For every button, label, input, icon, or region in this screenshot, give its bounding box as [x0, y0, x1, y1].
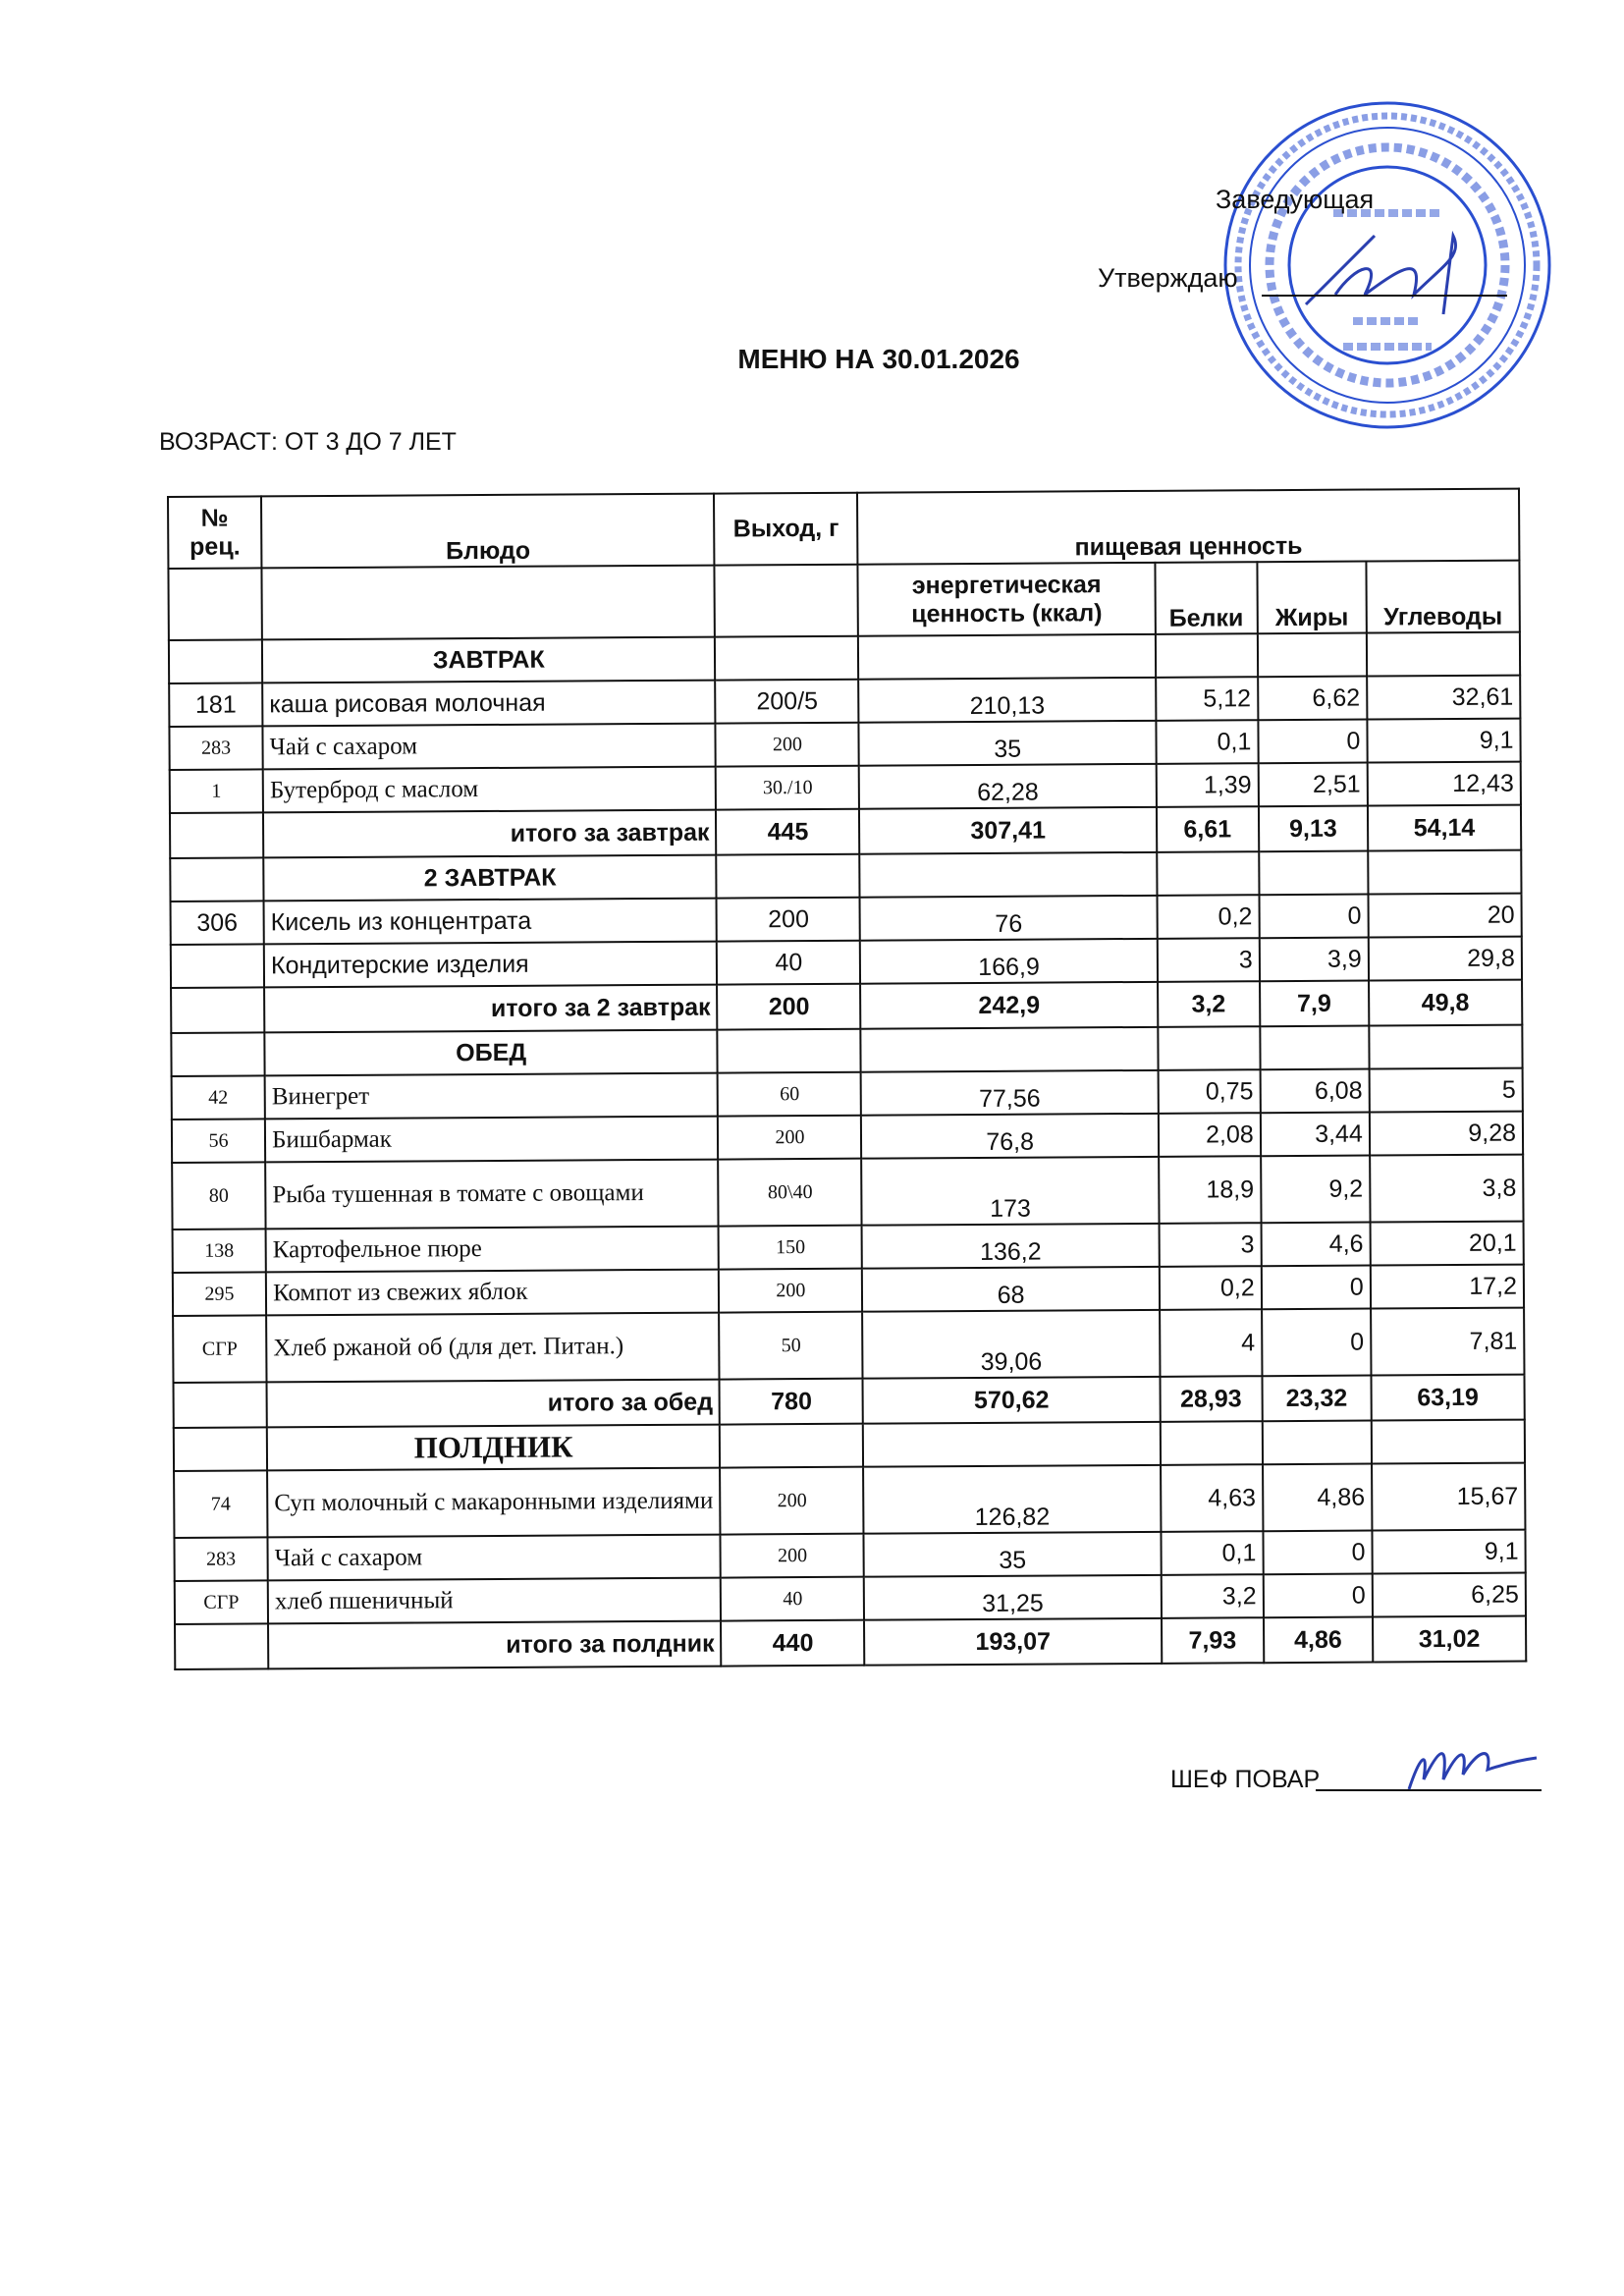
dish-kcal: 76,8: [861, 1114, 1158, 1159]
dish-kcal: 126,82: [864, 1465, 1162, 1534]
total-carbs: 63,19: [1371, 1375, 1524, 1421]
cell-empty: [171, 987, 264, 1033]
total-output: 780: [720, 1379, 863, 1425]
page-title: МЕНЮ НА 30.01.2026: [737, 344, 1020, 374]
cell-empty: [720, 1424, 863, 1468]
approve-signature-line: [1262, 295, 1507, 297]
dish-name: Бутерброд с маслом: [263, 767, 717, 813]
dish-fat: 9,2: [1261, 1156, 1370, 1224]
header-nutrition: пищевая ценность: [857, 489, 1519, 565]
header-protein: Белки: [1155, 562, 1258, 634]
dish-kcal: 173: [862, 1157, 1160, 1226]
total-output: 445: [716, 809, 859, 855]
dish-output: 200: [720, 1467, 864, 1535]
dish-fat: 0: [1263, 1531, 1372, 1575]
age-label: ВОЗРАСТ: ОТ 3 ДО 7 ЛЕТ: [159, 428, 457, 456]
dish-name: Хлеб ржаной об (для дет. Питан.): [266, 1313, 720, 1383]
total-fat: 9,13: [1259, 806, 1368, 852]
cell-empty: [1369, 1025, 1522, 1069]
dish-output: 200: [716, 723, 859, 767]
cell-empty: [1258, 633, 1367, 678]
cell-empty: [171, 1032, 264, 1076]
dish-carbs: 29,8: [1369, 937, 1522, 981]
dish-kcal: 136,2: [862, 1224, 1159, 1269]
dish-kcal: 166,9: [860, 939, 1157, 984]
dish-carbs: 9,28: [1370, 1112, 1523, 1156]
cell-empty: [1160, 1421, 1262, 1465]
recipe-number: 56: [172, 1119, 265, 1163]
total-protein: 6,61: [1157, 806, 1259, 852]
recipe-number: 42: [172, 1075, 265, 1120]
total-label: итого за полдник: [268, 1621, 722, 1669]
cell-empty: [858, 634, 1155, 680]
section-title: ПОЛДНИК: [267, 1425, 721, 1471]
recipe-number: [171, 944, 264, 988]
dish-kcal: 62,28: [859, 764, 1156, 809]
dish-output: 200/5: [716, 680, 859, 724]
dish-protein: 18,9: [1159, 1156, 1261, 1224]
cell-empty: [863, 1422, 1160, 1467]
dish-protein: 4: [1160, 1309, 1262, 1377]
dish-output: 30./10: [716, 766, 859, 810]
dish-kcal: 31,25: [864, 1575, 1161, 1620]
dish-fat: 0: [1259, 895, 1368, 939]
cell-empty: [1260, 1026, 1369, 1070]
cell-empty: [1372, 1420, 1525, 1464]
cell-empty: [1263, 1421, 1372, 1465]
header-dish: Блюдо: [261, 494, 715, 569]
cell-empty: [1259, 851, 1368, 896]
dish-fat: 0: [1262, 1309, 1371, 1377]
cell-empty: [718, 1029, 861, 1073]
dish-name: Картофельное пюре: [266, 1227, 720, 1273]
total-label: итого за 2 завтрак: [264, 985, 718, 1033]
dish-output: 40: [717, 941, 860, 985]
header-empty: [262, 566, 716, 640]
dish-name: Чай с сахаром: [268, 1535, 722, 1581]
dish-fat: 2,51: [1258, 763, 1367, 807]
table-row: [174, 1463, 1525, 1538]
cell-empty: [1157, 851, 1259, 896]
dish-name: каша рисовая молочная: [262, 681, 716, 727]
dish-name: Суп молочный с макаронными изделиями: [267, 1468, 721, 1538]
dish-carbs: 9,1: [1372, 1530, 1525, 1574]
cell-empty: [860, 852, 1157, 898]
recipe-number: СГР: [173, 1315, 266, 1383]
total-kcal: 307,41: [859, 807, 1156, 854]
dish-output: 80\40: [719, 1159, 863, 1227]
dish-output: 200: [718, 1116, 861, 1160]
dish-carbs: 12,43: [1368, 762, 1521, 806]
cell-empty: [861, 1027, 1158, 1072]
dish-carbs: 3,8: [1370, 1155, 1524, 1223]
dish-kcal: 35: [864, 1532, 1161, 1577]
table-row: [172, 1155, 1523, 1230]
cell-empty: [1368, 850, 1521, 895]
total-row: [174, 1375, 1525, 1428]
dish-protein: 3: [1159, 1223, 1261, 1267]
cell-empty: [174, 1382, 267, 1428]
director-signature: [1296, 226, 1483, 324]
recipe-number: 1: [170, 769, 263, 813]
dish-name: Кондитерские изделия: [264, 942, 718, 988]
total-label: итого за обед: [267, 1380, 721, 1428]
dish-name: Винегрет: [265, 1073, 719, 1120]
dish-carbs: 20: [1368, 894, 1521, 938]
head-title: Заведующая: [1216, 185, 1375, 214]
cell-empty: [170, 812, 263, 858]
cell-empty: [174, 1427, 267, 1471]
header-fat: Жиры: [1257, 562, 1367, 634]
dish-carbs: 17,2: [1371, 1265, 1524, 1309]
dish-kcal: 39,06: [863, 1310, 1161, 1379]
total-output: 200: [717, 984, 860, 1030]
header-empty: [168, 568, 262, 640]
total-protein: 28,93: [1160, 1376, 1262, 1422]
total-protein: 7,93: [1162, 1617, 1264, 1664]
cell-empty: [717, 854, 860, 899]
dish-protein: 0,75: [1158, 1069, 1260, 1114]
dish-name: хлеб пшеничный: [268, 1578, 722, 1624]
dish-fat: 0: [1263, 1574, 1372, 1618]
dish-protein: 5,12: [1156, 677, 1258, 721]
header-carbs: Углеводы: [1366, 561, 1520, 633]
menu-table: [167, 488, 1527, 1670]
dish-fat: 0: [1258, 720, 1367, 764]
table-row: [173, 1308, 1524, 1383]
dish-fat: 4,6: [1261, 1223, 1370, 1267]
cell-empty: [175, 1623, 268, 1669]
dish-carbs: 20,1: [1370, 1222, 1523, 1266]
dish-output: 200: [717, 898, 860, 942]
dish-kcal: 35: [859, 721, 1156, 766]
total-protein: 3,2: [1158, 981, 1260, 1027]
dish-carbs: 5: [1369, 1068, 1522, 1113]
header-empty: [715, 565, 859, 637]
dish-output: 40: [721, 1577, 864, 1621]
header-output: Выход, г: [714, 493, 858, 566]
recipe-number: 181: [169, 683, 262, 727]
dish-output: 200: [719, 1269, 862, 1313]
chef-label: ШЕФ ПОВАР: [1170, 1766, 1321, 1793]
dish-fat: 3,44: [1261, 1113, 1370, 1157]
recipe-number: 138: [173, 1229, 266, 1273]
total-fat: 23,32: [1262, 1376, 1371, 1422]
recipe-number: СГР: [175, 1580, 268, 1624]
dish-carbs: 6,25: [1373, 1573, 1526, 1617]
dish-protein: 4,63: [1161, 1464, 1263, 1532]
dish-fat: 4,86: [1263, 1464, 1372, 1532]
dish-carbs: 7,81: [1371, 1308, 1525, 1376]
dish-protein: 0,2: [1160, 1266, 1262, 1310]
dish-fat: 3,9: [1260, 938, 1369, 982]
dish-output: 60: [718, 1072, 861, 1117]
dish-output: 200: [721, 1534, 864, 1578]
dish-name: Компот из свежих яблок: [266, 1270, 720, 1316]
total-kcal: 193,07: [864, 1618, 1161, 1666]
dish-protein: 0,2: [1157, 895, 1259, 939]
header-kcal: энергетическая ценность (ккал): [858, 563, 1156, 636]
total-row: [175, 1616, 1526, 1669]
dish-kcal: 76: [860, 896, 1157, 941]
cell-empty: [170, 857, 263, 902]
dish-fat: 0: [1262, 1266, 1371, 1310]
total-label: итого за завтрак: [263, 810, 717, 858]
total-fat: 7,9: [1260, 981, 1369, 1027]
dish-name: Рыба тушенная в томате с овощами: [265, 1160, 719, 1230]
recipe-number: 283: [169, 726, 262, 770]
total-kcal: 570,62: [863, 1377, 1160, 1424]
approve-label: Утверждаю: [1098, 263, 1238, 293]
dish-fat: 6,08: [1260, 1069, 1369, 1114]
cell-empty: [1367, 632, 1520, 677]
dish-fat: 6,62: [1258, 677, 1367, 721]
header-rec: № рец.: [168, 496, 262, 569]
total-row: [171, 980, 1522, 1033]
recipe-number: 80: [172, 1162, 265, 1230]
section-title: 2 ЗАВТРАК: [263, 855, 717, 902]
dish-protein: 2,08: [1159, 1113, 1261, 1157]
dish-output: 150: [719, 1226, 862, 1270]
dish-name: Бишбармак: [265, 1117, 719, 1163]
cell-empty: [1158, 1026, 1260, 1070]
dish-kcal: 77,56: [861, 1070, 1158, 1116]
chef-signature: [1394, 1730, 1542, 1799]
cell-empty: [715, 636, 858, 681]
recipe-number: 74: [174, 1470, 267, 1538]
dish-carbs: 15,67: [1372, 1463, 1526, 1531]
dish-name: Кисель из концентрата: [264, 899, 718, 945]
dish-kcal: 68: [862, 1267, 1159, 1312]
dish-protein: 1,39: [1156, 763, 1258, 807]
dish-carbs: 32,61: [1367, 676, 1520, 720]
total-row: [170, 805, 1521, 858]
recipe-number: 283: [174, 1537, 267, 1581]
dish-carbs: 9,1: [1367, 719, 1520, 763]
total-carbs: 49,8: [1369, 980, 1522, 1026]
cell-empty: [1156, 633, 1258, 678]
dish-protein: 3: [1157, 938, 1259, 982]
section-title: ОБЕД: [264, 1030, 718, 1076]
section-title: ЗАВТРАК: [262, 637, 716, 683]
dish-protein: 0,1: [1156, 720, 1258, 764]
recipe-number: 295: [173, 1272, 266, 1316]
recipe-number: 306: [171, 901, 264, 945]
dish-protein: 3,2: [1161, 1574, 1263, 1618]
total-carbs: 31,02: [1373, 1616, 1526, 1663]
dish-kcal: 210,13: [859, 678, 1156, 723]
dish-protein: 0,1: [1161, 1531, 1263, 1575]
total-fat: 4,86: [1264, 1617, 1373, 1664]
total-kcal: 242,9: [861, 982, 1158, 1029]
total-output: 440: [721, 1620, 864, 1667]
cell-empty: [169, 639, 262, 683]
dish-name: Чай с сахаром: [262, 724, 716, 770]
dish-output: 50: [719, 1312, 863, 1380]
total-carbs: 54,14: [1368, 805, 1521, 851]
